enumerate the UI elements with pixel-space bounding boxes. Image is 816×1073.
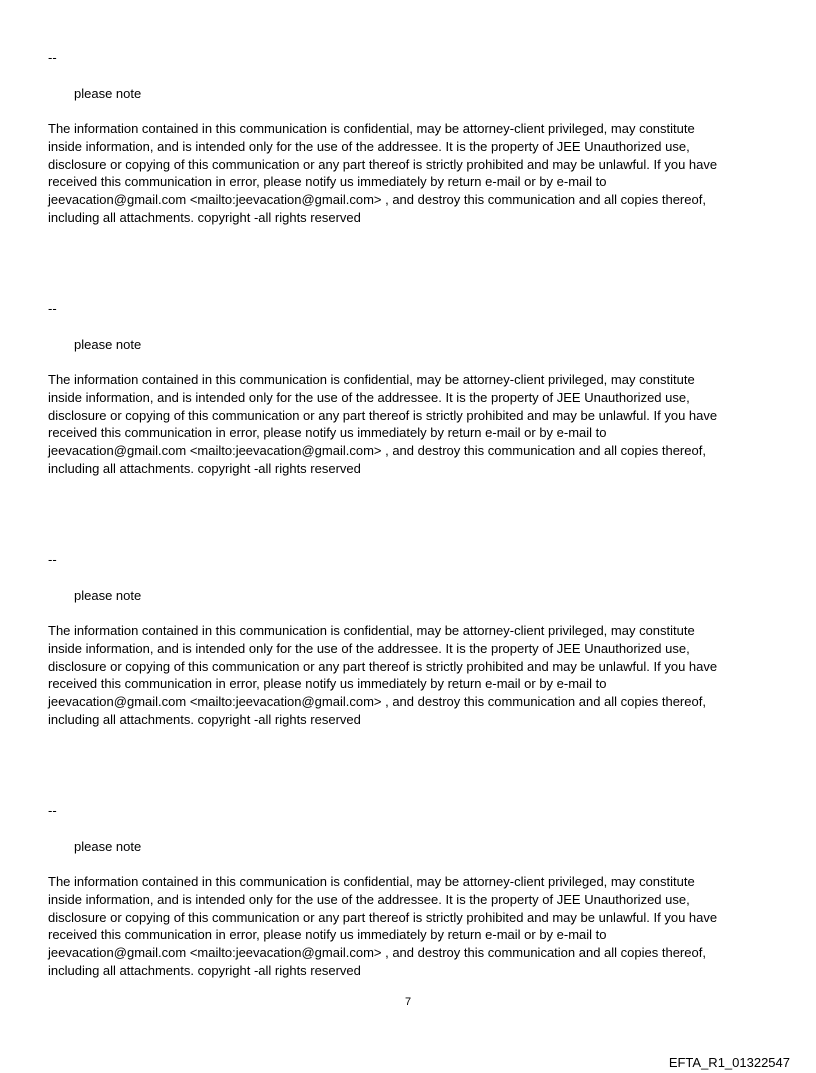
disclaimer-line: The information contained in this communication is confidential, may be attorney-client privileged, may constitute bbox=[48, 874, 695, 889]
disclaimer-line: inside information, and is intended only for the use of the addressee. It is the property of JEE Unauthorized use, bbox=[48, 891, 690, 907]
disclaimer-block-3 bbox=[48, 552, 768, 729]
disclaimer-block-4 bbox=[48, 803, 768, 980]
page-number: 7 bbox=[404, 996, 412, 1008]
disclaimer-block-2 bbox=[48, 301, 768, 478]
separator: -- bbox=[48, 50, 57, 65]
disclaimer-line: received this communication in error, please notify us immediately by return e-mail or by e-mail to bbox=[48, 425, 607, 441]
disclaimer-block-1 bbox=[48, 50, 768, 227]
disclaimer-line: jeevacation@gmail.com <mailto:jeevacation@gmail.com> , and destroy this communication and all copies thereof, bbox=[48, 945, 706, 961]
disclaimer-line: The information contained in this communication is confidential, may be attorney-client privileged, may constitute bbox=[48, 372, 695, 387]
disclaimer-line: jeevacation@gmail.com <mailto:jeevacation@gmail.com> , and destroy this communication and all copies thereof, bbox=[48, 694, 706, 710]
disclaimer-line: including all attachments. copyright -all rights reserved bbox=[48, 209, 361, 225]
separator: -- bbox=[48, 301, 57, 316]
disclaimer-line: jeevacation@gmail.com <mailto:jeevacation@gmail.com> , and destroy this communication and all copies thereof, bbox=[48, 192, 706, 208]
disclaimer-line: The information contained in this communication is confidential, may be attorney-client privileged, may constitute bbox=[48, 121, 695, 136]
disclaimer-line: disclosure or copying of this communication or any part thereof is strictly prohibited and may be unlawful. If you have bbox=[48, 407, 718, 423]
disclaimer-text bbox=[48, 622, 768, 729]
separator: -- bbox=[48, 552, 57, 567]
note-label: please note bbox=[74, 588, 142, 603]
disclaimer-line: including all attachments. copyright -all rights reserved bbox=[48, 711, 361, 727]
disclaimer-line: received this communication in error, please notify us immediately by return e-mail or by e-mail to bbox=[48, 174, 607, 190]
disclaimer-text bbox=[48, 873, 768, 980]
separator: -- bbox=[48, 803, 57, 818]
disclaimer-line: The information contained in this communication is confidential, may be attorney-client privileged, may constitute bbox=[48, 623, 695, 638]
disclaimer-line: jeevacation@gmail.com <mailto:jeevacation@gmail.com> , and destroy this communication and all copies thereof, bbox=[48, 443, 706, 459]
disclaimer-line: received this communication in error, please notify us immediately by return e-mail or by e-mail to bbox=[48, 676, 607, 692]
disclaimer-text bbox=[48, 371, 768, 478]
disclaimer-line: disclosure or copying of this communication or any part thereof is strictly prohibited and may be unlawful. If you have bbox=[48, 909, 718, 925]
note-label: please note bbox=[74, 337, 142, 352]
disclaimer-line: disclosure or copying of this communication or any part thereof is strictly prohibited and may be unlawful. If you have bbox=[48, 658, 718, 674]
note-label: please note bbox=[74, 86, 142, 101]
disclaimer-line: disclosure or copying of this communication or any part thereof is strictly prohibited and may be unlawful. If you have bbox=[48, 156, 718, 172]
disclaimer-line: including all attachments. copyright -all rights reserved bbox=[48, 962, 361, 978]
disclaimer-line: including all attachments. copyright -all rights reserved bbox=[48, 460, 361, 476]
note-label: please note bbox=[74, 839, 142, 854]
disclaimer-line: inside information, and is intended only for the use of the addressee. It is the property of JEE Unauthorized use, bbox=[48, 138, 690, 154]
disclaimer-line: inside information, and is intended only for the use of the addressee. It is the property of JEE Unauthorized use, bbox=[48, 640, 690, 656]
disclaimer-line: inside information, and is intended only for the use of the addressee. It is the property of JEE Unauthorized use, bbox=[48, 389, 690, 405]
disclaimer-text bbox=[48, 120, 768, 227]
document-id: EFTA_R1_01322547 bbox=[668, 1055, 790, 1070]
disclaimer-line: received this communication in error, please notify us immediately by return e-mail or by e-mail to bbox=[48, 927, 607, 943]
